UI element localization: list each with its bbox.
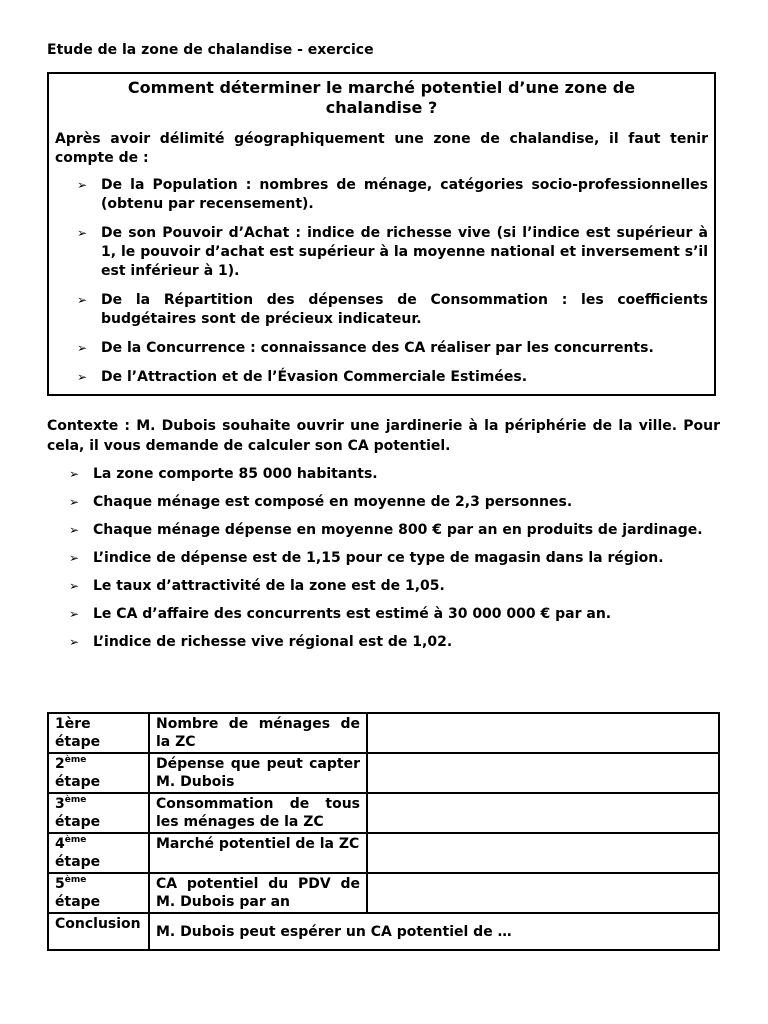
- table-row: [48, 873, 719, 913]
- step-description: CA potentiel du PDV de M. Dubois par an: [149, 873, 367, 913]
- conclusion-row: [48, 913, 719, 950]
- table-row: [48, 753, 719, 793]
- method-box: [47, 72, 716, 396]
- list-item: ➢ La zone comporte 85 000 habitants.: [69, 466, 378, 482]
- arrowhead-icon: ➢: [69, 495, 80, 509]
- list-item: ➢ De la Concurrence : connaissance des CA réaliser par les concurrents.: [77, 340, 654, 356]
- step-label: 3ème étape: [48, 793, 149, 833]
- conclusion-label: Conclusion: [48, 913, 149, 950]
- step-label: 5ème étape: [48, 873, 149, 913]
- answer-cell[interactable]: [367, 713, 719, 753]
- step-label: 2ème étape: [48, 753, 149, 793]
- arrowhead-icon: ➢: [69, 467, 80, 481]
- list-item: ➢ De l’Attraction et de l’Évasion Commerciale Estimées.: [77, 369, 528, 385]
- answer-cell[interactable]: [367, 873, 719, 913]
- list-item: ➢ De la Répartition des dépenses de Consommation : les coefficients budgétaires sont de précieux indicateur.: [77, 292, 708, 327]
- context-section: [47, 416, 720, 661]
- list-item: ➢ Chaque ménage est composé en moyenne de 2,3 personnes.: [69, 494, 573, 510]
- step-description: Consommation de tous les ménages de la ZC: [149, 793, 367, 833]
- list-item: ➢ De son Pouvoir d’Achat : indice de richesse vive (si l’indice est supérieur à 1, le pouvoir d’achat est supérieur à la moyenne national et inversement s’il est inférieur à 1).: [77, 225, 708, 279]
- step-description: Marché potentiel de la ZC: [149, 833, 367, 873]
- method-list: [55, 176, 708, 387]
- step-label: 4ème étape: [48, 833, 149, 873]
- box-heading: Comment déterminer le marché potentiel d’une zone de chalandise ?: [127, 78, 636, 117]
- table-row: [48, 713, 719, 753]
- arrowhead-icon: ➢: [77, 293, 88, 307]
- steps-table: [47, 712, 720, 951]
- box-intro: Après avoir délimité géographiquement une zone de chalandise, il faut tenir compte de :: [55, 131, 708, 166]
- context-list: [47, 465, 720, 652]
- arrowhead-icon: ➢: [69, 551, 80, 565]
- answer-cell[interactable]: [367, 753, 719, 793]
- list-item: ➢ Chaque ménage dépense en moyenne 800 € par an en produits de jardinage.: [69, 522, 703, 538]
- arrowhead-icon: ➢: [77, 178, 88, 192]
- table-row: [48, 793, 719, 833]
- document-title: Etude de la zone de chalandise - exercice: [47, 42, 374, 58]
- arrowhead-icon: ➢: [69, 635, 80, 649]
- arrowhead-icon: ➢: [69, 523, 80, 537]
- arrowhead-icon: ➢: [77, 226, 88, 240]
- list-item: ➢ L’indice de richesse vive régional est de 1,02.: [69, 634, 453, 650]
- step-label: 1ère étape: [48, 713, 149, 753]
- list-item: ➢ L’indice de dépense est de 1,15 pour ce type de magasin dans la région.: [69, 550, 664, 566]
- step-description: Dépense que peut capter M. Dubois: [149, 753, 367, 793]
- table-row: [48, 833, 719, 873]
- list-item: ➢ Le taux d’attractivité de la zone est de 1,05.: [69, 578, 445, 594]
- conclusion-text: M. Dubois peut espérer un CA potentiel de …: [149, 913, 719, 950]
- arrowhead-icon: ➢: [77, 370, 88, 384]
- answer-cell[interactable]: [367, 833, 719, 873]
- step-description: Nombre de ménages de la ZC: [149, 713, 367, 753]
- arrowhead-icon: ➢: [69, 607, 80, 621]
- list-item: ➢ De la Population : nombres de ménage, catégories socio-professionnelles (obtenu par recensement).: [77, 177, 708, 212]
- list-item: ➢ Le CA d’affaire des concurrents est estimé à 30 000 000 € par an.: [69, 606, 612, 622]
- arrowhead-icon: ➢: [69, 579, 80, 593]
- arrowhead-icon: ➢: [77, 341, 88, 355]
- answer-cell[interactable]: [367, 793, 719, 833]
- context-text: Contexte : M. Dubois souhaite ouvrir une jardinerie à la périphérie de la ville. Pour cela, il vous demande de calculer son CA potentiel.: [47, 418, 720, 454]
